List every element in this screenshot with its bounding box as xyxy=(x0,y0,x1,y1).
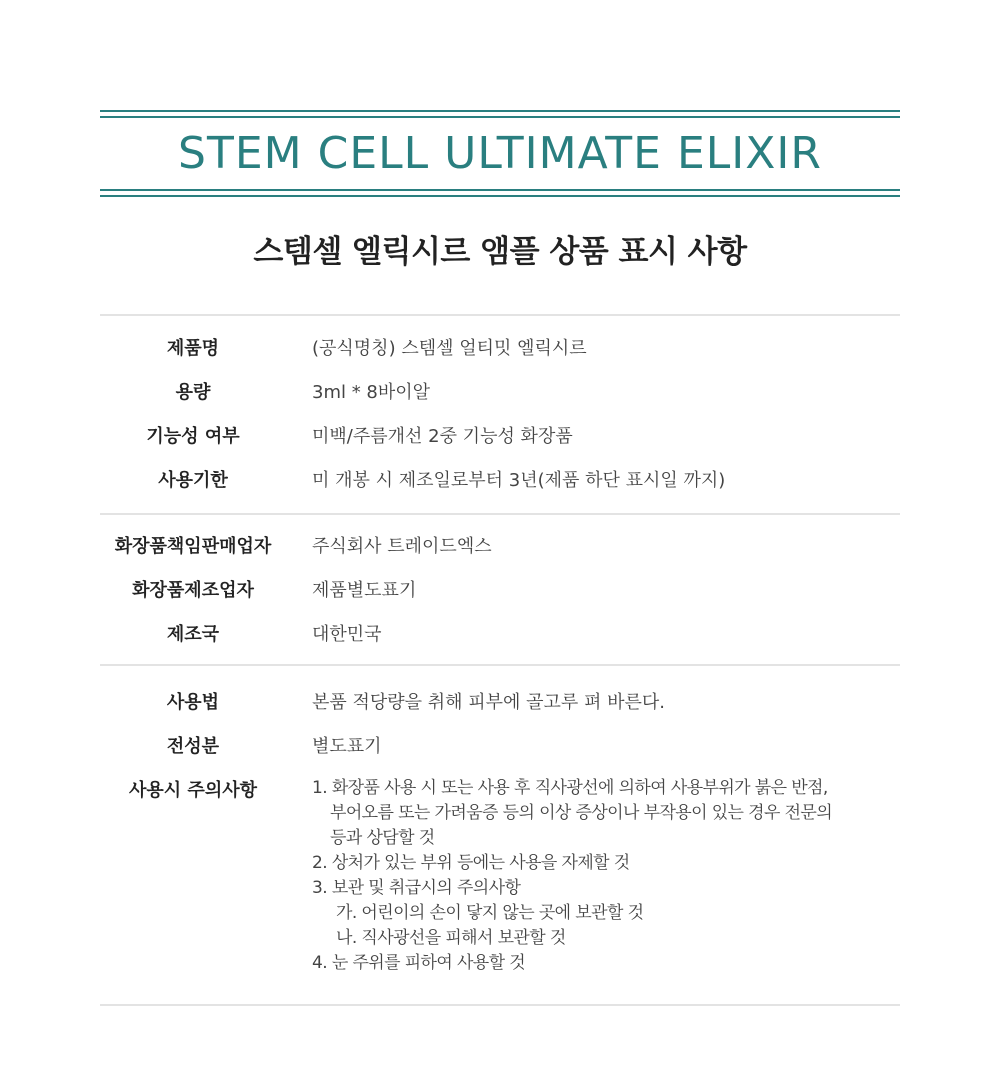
row-value: 주식회사 트레이드엑스 xyxy=(312,536,492,557)
row-value: 본품 적당량을 취해 피부에 골고루 펴 바른다. xyxy=(312,692,666,713)
row-label: 사용기한 xyxy=(158,470,228,491)
divider xyxy=(100,1004,900,1006)
precaution-item: 1. 화장품 사용 시 또는 사용 후 직사광선에 의하여 사용부위가 붉은 반점, xyxy=(312,778,828,798)
row-value: 미백/주름개선 2중 기능성 화장품 xyxy=(312,426,573,447)
product-title: STEM CELL ULTIMATE ELIXIR xyxy=(178,128,822,179)
row-label: 제조국 xyxy=(166,624,220,645)
precaution-item: 2. 상처가 있는 부위 등에는 사용을 자제할 것 xyxy=(312,853,630,873)
precaution-item: 4. 눈 주위를 피하여 사용할 것 xyxy=(312,953,526,973)
row-label: 사용법 xyxy=(166,692,220,713)
title-block xyxy=(100,110,900,198)
info-row-expiry xyxy=(100,466,900,496)
section-heading: 스템셀 엘릭시르 앰플 상품 표시 사항 xyxy=(253,234,747,270)
divider xyxy=(100,664,900,666)
precaution-item: 부어오름 또는 가려움증 등의 이상 증상이나 부작용이 있는 경우 전문의 xyxy=(330,803,833,823)
info-row-ingredients xyxy=(100,732,900,762)
divider xyxy=(100,314,900,316)
row-value: 미 개봉 시 제조일로부터 3년(제품 하단 표시일 까지) xyxy=(312,470,726,491)
precautions-list xyxy=(312,776,892,976)
info-row-product-name xyxy=(100,334,900,364)
info-row-country xyxy=(100,620,900,650)
row-label: 기능성 여부 xyxy=(146,426,240,447)
row-label: 화장품책임판매업자 xyxy=(114,536,272,557)
row-value: 제품별도표기 xyxy=(312,580,417,601)
info-row-manufacturer xyxy=(100,576,900,606)
row-label: 사용시 주의사항 xyxy=(129,780,257,801)
row-value: 별도표기 xyxy=(312,736,382,757)
row-value: 대한민국 xyxy=(312,624,382,645)
title-bottom-rule xyxy=(100,189,900,198)
info-row-functional xyxy=(100,422,900,452)
row-value: 3ml * 8바이알 xyxy=(312,382,431,403)
precaution-item: 3. 보관 및 취급시의 주의사항 xyxy=(312,878,521,898)
precaution-subitem: 가. 어린이의 손이 닿지 않는 곳에 보관할 것 xyxy=(336,903,644,923)
row-value: (공식명칭) 스템셀 얼티밋 엘릭시르 xyxy=(312,338,587,359)
info-row-volume xyxy=(100,378,900,408)
divider xyxy=(100,513,900,515)
title-top-rule xyxy=(100,110,900,119)
info-row-usage xyxy=(100,688,900,718)
row-label: 제품명 xyxy=(166,338,220,359)
precaution-subitem: 나. 직사광선을 피해서 보관할 것 xyxy=(336,928,566,948)
precaution-item: 등과 상담할 것 xyxy=(330,828,435,848)
row-label: 전성분 xyxy=(166,736,220,757)
row-label: 용량 xyxy=(175,382,211,403)
info-row-seller xyxy=(100,532,900,562)
row-label: 화장품제조업자 xyxy=(132,580,254,601)
